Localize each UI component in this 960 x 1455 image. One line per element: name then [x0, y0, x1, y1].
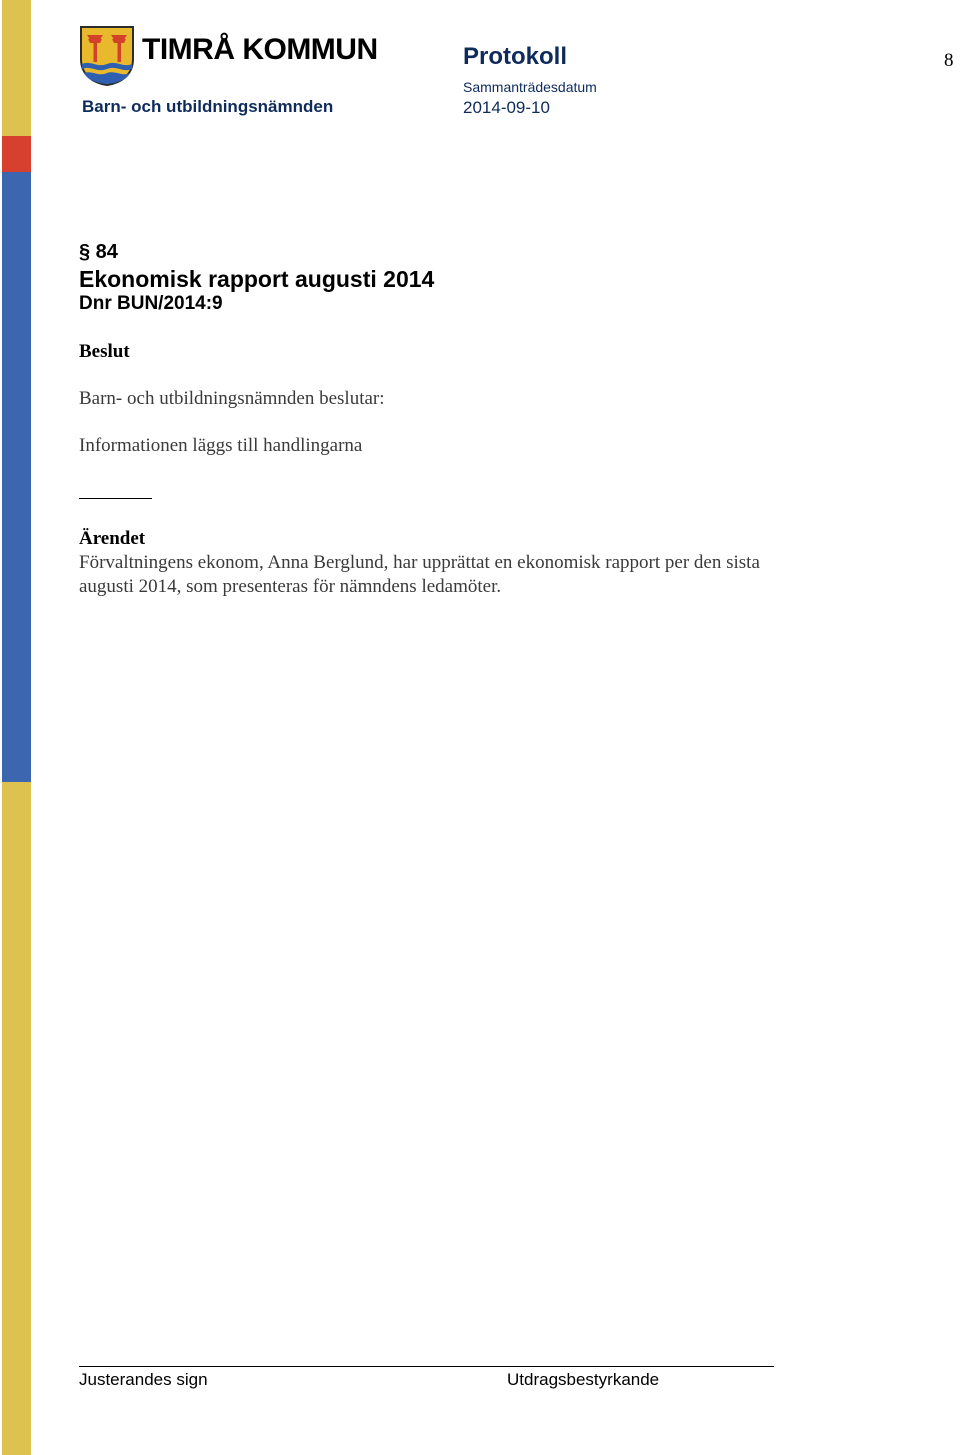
matter-text: Förvaltningens ekonom, Anna Berglund, har upprättat en ekonomisk rapport per den sista augusti 2014, som presenteras för nämndens ledamöter. — [79, 552, 760, 597]
decision-text: Informationen läggs till handlingarna — [79, 435, 363, 456]
stripe-red — [2, 136, 31, 172]
coat-of-arms-icon — [79, 25, 135, 87]
decision-heading: Beslut — [79, 341, 130, 362]
committee-name: Barn- och utbildningsnämnden — [82, 97, 334, 116]
paragraph-number: § 84 — [79, 241, 118, 263]
meeting-date-label: Sammanträdesdatum — [463, 79, 597, 95]
stripe-yellow-top — [2, 0, 31, 136]
municipality-logo-text: TIMRÅ KOMMUN — [142, 33, 378, 66]
certification-label: Utdragsbestyrkande — [507, 1370, 660, 1389]
section-divider — [79, 498, 152, 499]
stripe-blue — [2, 172, 31, 782]
page-title: Ekonomisk rapport augusti 2014 — [79, 266, 435, 292]
side-color-stripe — [2, 0, 31, 1455]
decision-intro: Barn- och utbildningsnämnden beslutar: — [79, 388, 385, 409]
footer-divider — [79, 1366, 774, 1367]
page-number: 8 — [944, 50, 954, 71]
meeting-date-value: 2014-09-10 — [463, 98, 550, 117]
document-type: Protokoll — [463, 43, 568, 70]
registration-number: Dnr BUN/2014:9 — [79, 293, 223, 314]
stripe-yellow-bottom — [2, 782, 31, 1455]
signature-label: Justerandes sign — [79, 1370, 208, 1389]
matter-heading: Ärendet — [79, 528, 146, 549]
